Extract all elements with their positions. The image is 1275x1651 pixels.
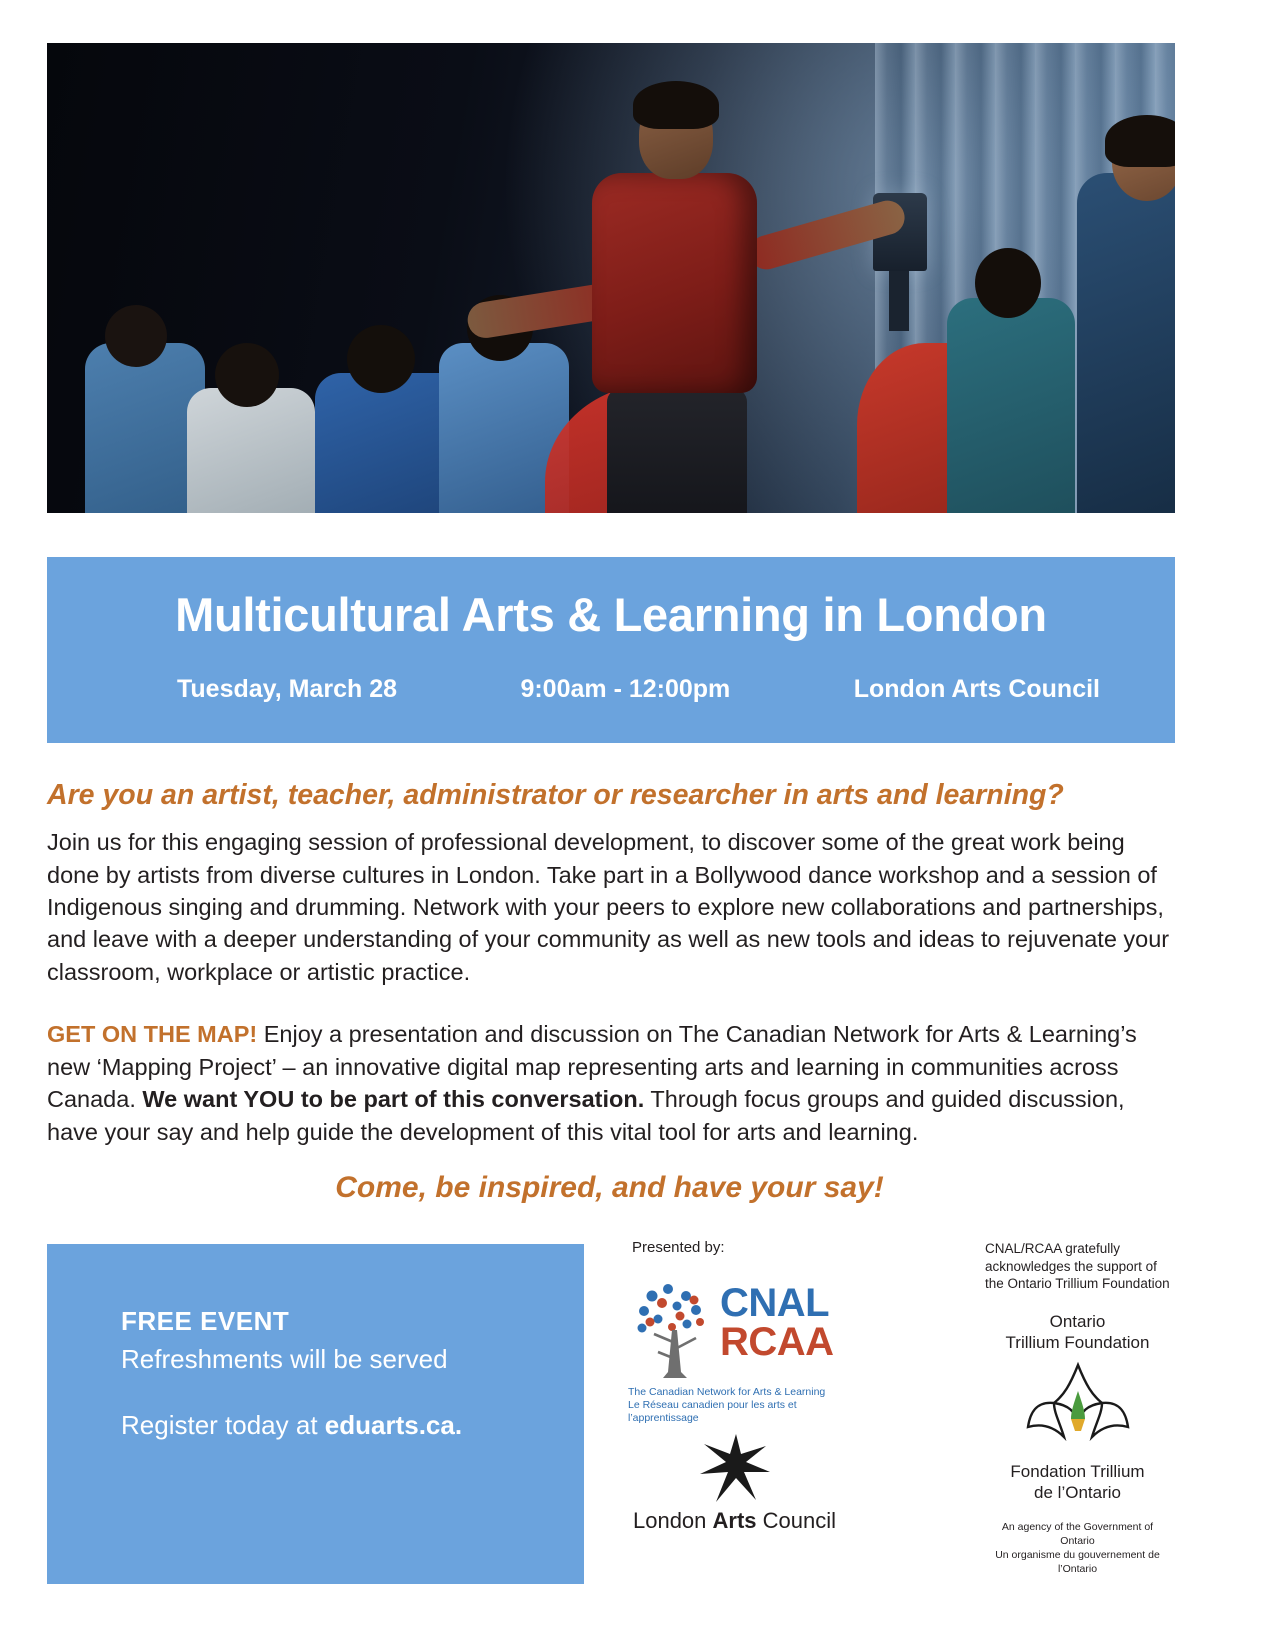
event-details-row [177,675,1100,704]
cnal-line: CNAL [720,1281,830,1325]
rcaa-line: RCAA [720,1320,834,1365]
get-on-the-map-highlight: GET ON THE MAP! [47,1021,258,1048]
otf-name-en [985,1311,1170,1354]
register-prefix: Register today at [121,1410,325,1440]
lead-dancer-legs [607,388,747,513]
dancer-child-2 [187,388,315,513]
dancer-child-2-head [215,343,279,407]
otf-acknowledgement: CNAL/RCAA gratefully acknowledges the support of the Ontario Trillium Foundation [985,1241,1170,1292]
trillium-flower-icon [1024,1361,1132,1457]
cnal-rcaa-logo [628,1278,843,1425]
otf-name-en-line2: Trillium Foundation [1005,1332,1150,1352]
otf-name-fr [985,1461,1170,1504]
dancer-child-3-head [347,325,415,393]
otf-name-en-line1: Ontario [1049,1311,1106,1331]
dancer-teal-dress [947,298,1075,513]
paragraph-one: Join us for this engaging session of professional development, to discover some of the great work being done by artists from diverse cultures in London. Take part in a Bollywood dance workshop and a session of Indigenous singing and drumming. Network with your peers to explore new collaborations and partnerships, and leave with a deeper understanding of your community as well as new tools and ideas to rejuvenate your classroom, workplace or artistic practice. [47,829,1170,985]
free-event-title: FREE EVENT [121,1306,290,1336]
free-event-box [47,1244,584,1584]
paragraph-two-bold: We want YOU to be part of this conversation. [142,1086,645,1113]
event-venue: London Arts Council [853,675,1100,703]
otf-agency-fr: Un organisme du gouvernement de l’Ontario [995,1548,1160,1576]
event-date: Tuesday, March 28 [177,675,397,703]
lead-question: Are you an artist, teacher, administrator or researcher in arts and learning? [47,779,1064,811]
body-content [47,778,1172,1204]
paragraph-two-part-two: Through focus groups and guided discussion, have your say and help guide the development of this vital tool for arts and learning. [47,1086,1125,1145]
dancer-child-1-head [105,305,167,367]
cnal-caption [628,1386,843,1425]
otf-name-fr-line2: de l’Ontario [1034,1483,1121,1503]
title-band [47,557,1175,743]
register-text [121,1410,462,1441]
otf-name-fr-line1: Fondation Trillium [1010,1462,1145,1482]
cnal-wordmark [720,1281,834,1365]
hero-photo [47,43,1175,513]
otf-agency-note [985,1520,1170,1577]
paragraph-two-part-one: Enjoy a presentation and discussion on The Canadian Network for Arts & Learning’s new ‘Mapping Project’ – an innovative digital map representing arts and learning in communities across Canada. [47,1021,1137,1113]
cnal-caption-fr: Le Réseau canadien pour les arts et l’apprentissage [628,1399,797,1425]
dancer-right-figure-hair [1105,115,1175,167]
dancer-teal-dress-head [975,248,1041,318]
lac-star-icon [696,1432,774,1504]
register-link[interactable]: eduarts.ca. [324,1410,463,1440]
cnal-caption-en: The Canadian Network for Arts & Learning [628,1386,826,1398]
page-title: Multicultural Arts & Learning in London [175,588,1047,641]
paragraph-two [47,1018,1172,1148]
otf-agency-en: An agency of the Government of Ontario [1001,1520,1154,1547]
refreshments-text: Refreshments will be served [121,1344,448,1374]
lead-dancer-hair [633,81,719,129]
lac-wordmark [622,1508,847,1534]
event-time: 9:00am - 12:00pm [520,675,731,703]
lead-dancer-body [592,173,757,393]
lac-name-part1: London [632,1508,713,1533]
ontario-trillium-foundation-block [985,1240,1170,1576]
dancer-right-figure [1077,173,1175,513]
cnal-tree-icon [632,1280,718,1384]
london-arts-council-logo [622,1432,847,1542]
lac-name-bold: Arts [712,1508,757,1533]
presented-by-label: Presented by: [632,1239,725,1256]
lac-name-part2: Council [756,1508,837,1533]
tagline: Come, be inspired, and have your say! [335,1171,884,1204]
